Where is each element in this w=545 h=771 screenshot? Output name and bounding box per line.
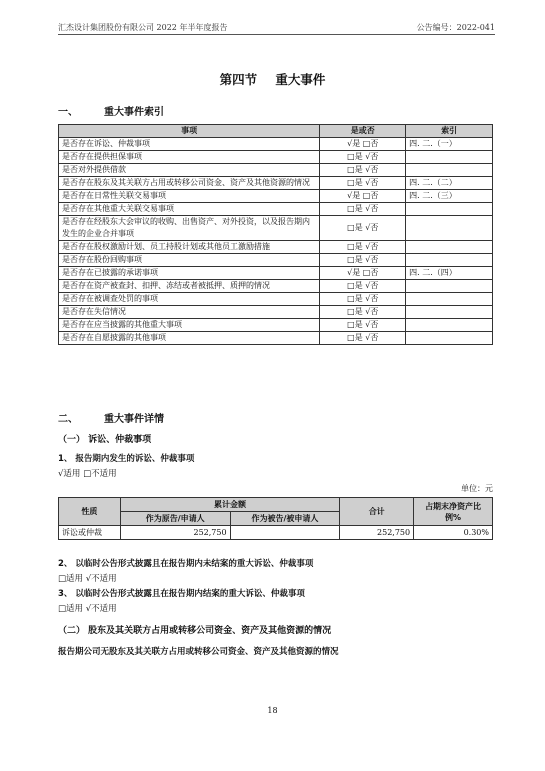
unit-label: 单位：元 bbox=[461, 484, 493, 493]
cell-item: 是否存在股权激励计划、员工持股计划或其他员工激励措施 bbox=[59, 241, 320, 254]
col-header-plaintiff: 作为原告/申请人 bbox=[120, 512, 230, 526]
cell-item: 是否存在诉讼、仲裁事项 bbox=[59, 138, 320, 151]
sub2-heading: （二） 股东及其关联方占用或转移公司资金、资产及其他资源的情况 bbox=[58, 626, 332, 636]
table-row bbox=[59, 151, 493, 164]
cell-answer: √是 □否 bbox=[320, 190, 406, 203]
part1-heading bbox=[58, 103, 164, 118]
table-header-row bbox=[59, 498, 493, 512]
cell-answer: √是 □否 bbox=[320, 267, 406, 280]
cell-item: 是否存在股东及其关联方占用或转移公司资金、资产及其他资源的情况 bbox=[59, 177, 320, 190]
cell-item: 是否存在已披露的承诺事项 bbox=[59, 267, 320, 280]
litigation-table bbox=[58, 497, 493, 540]
table-header-row bbox=[59, 125, 493, 138]
cell-answer: □是 √否 bbox=[320, 216, 406, 241]
cell-index bbox=[406, 151, 493, 164]
cell-index bbox=[406, 280, 493, 293]
announcement-number: 公告编号：2022-041 bbox=[416, 23, 495, 32]
table-row bbox=[59, 306, 493, 319]
table-row bbox=[59, 267, 493, 280]
cell-answer: √是 □否 bbox=[320, 138, 406, 151]
table-row bbox=[59, 254, 493, 267]
cell-item: 是否存在其他重大关联交易事项 bbox=[59, 203, 320, 216]
col-header-answer: 是或否 bbox=[320, 125, 406, 138]
cell-answer: □是 √否 bbox=[320, 332, 406, 345]
part2-title: 重大事件详情 bbox=[104, 414, 164, 425]
page-number: 18 bbox=[267, 706, 278, 715]
item3-applicable: □适用 √不适用 bbox=[58, 604, 117, 614]
cell-item: 是否存在失信情况 bbox=[59, 306, 320, 319]
cell-index bbox=[406, 319, 493, 332]
part2-number: 二、 bbox=[58, 414, 78, 425]
report-title: 汇杰设计集团股份有限公司 2022 年半年度报告 bbox=[58, 23, 228, 32]
cell-answer: □是 √否 bbox=[320, 280, 406, 293]
cell-answer: □是 √否 bbox=[320, 164, 406, 177]
col-header-total: 合计 bbox=[340, 498, 414, 526]
section-title: 第四节 重大事件 bbox=[219, 72, 326, 87]
page-header bbox=[58, 20, 495, 35]
table-row bbox=[59, 177, 493, 190]
cell-item: 是否存在被调查处罚的事项 bbox=[59, 293, 320, 306]
cell-answer: □是 √否 bbox=[320, 203, 406, 216]
col-header-ratio: 占期末净资产比例% bbox=[414, 498, 493, 526]
col-header-item: 事项 bbox=[59, 125, 320, 138]
table-row bbox=[59, 138, 493, 151]
table-row bbox=[59, 164, 493, 177]
cell-plaintiff: 252,750 bbox=[120, 526, 230, 540]
cell-defendant bbox=[230, 526, 340, 540]
cell-item: 是否存在自愿披露的其他事项 bbox=[59, 332, 320, 345]
table-row bbox=[59, 203, 493, 216]
cell-index bbox=[406, 293, 493, 306]
cell-index: 四. 二.（四） bbox=[406, 267, 493, 280]
cell-index bbox=[406, 254, 493, 267]
cell-nature: 诉讼或仲裁 bbox=[59, 526, 121, 540]
cell-index: 四. 二.（三） bbox=[406, 190, 493, 203]
cell-index bbox=[406, 164, 493, 177]
sub2-text: 报告期公司无股东及其关联方占用或转移公司资金、资产及其他资源的情况 bbox=[58, 647, 339, 657]
col-header-total-amount: 累计金额 bbox=[120, 498, 339, 512]
cell-item: 是否存在经股东大会审议的收购、出售资产、对外投资，以及报告期内发生的企业合并事项 bbox=[59, 216, 320, 241]
cell-index bbox=[406, 306, 493, 319]
col-header-index: 索引 bbox=[406, 125, 493, 138]
cell-answer: □是 √否 bbox=[320, 254, 406, 267]
table-row bbox=[59, 293, 493, 306]
table-row bbox=[59, 319, 493, 332]
table-row bbox=[59, 216, 493, 241]
cell-item: 是否存在股份回购事项 bbox=[59, 254, 320, 267]
cell-index bbox=[406, 216, 493, 241]
cell-answer: □是 √否 bbox=[320, 319, 406, 332]
event-index-table bbox=[58, 124, 493, 345]
sub1-heading: （一） 诉讼、仲裁事项 bbox=[58, 435, 152, 445]
item1-title: 1、 报告期内发生的诉讼、仲裁事项 bbox=[58, 454, 195, 464]
cell-ratio: 0.30% bbox=[414, 526, 493, 540]
cell-index bbox=[406, 332, 493, 345]
table-row bbox=[59, 526, 493, 540]
cell-answer: □是 √否 bbox=[320, 293, 406, 306]
cell-item: 是否存在提供担保事项 bbox=[59, 151, 320, 164]
table-row bbox=[59, 280, 493, 293]
part2-heading bbox=[58, 410, 164, 425]
cell-total: 252,750 bbox=[340, 526, 414, 540]
item3-title: 3、 以临时公告形式披露且在报告期内结案的重大诉讼、仲裁事项 bbox=[58, 589, 305, 599]
col-header-defendant: 作为被告/被申请人 bbox=[230, 512, 340, 526]
cell-item: 是否存在日常性关联交易事项 bbox=[59, 190, 320, 203]
cell-answer: □是 √否 bbox=[320, 177, 406, 190]
item2-applicable: □适用 √不适用 bbox=[58, 574, 117, 584]
item1-applicable: √适用 □不适用 bbox=[58, 469, 117, 479]
cell-index: 四. 二.（二） bbox=[406, 177, 493, 190]
part1-title: 重大事件索引 bbox=[104, 107, 164, 118]
cell-item: 是否存在应当披露的其他重大事项 bbox=[59, 319, 320, 332]
part1-number: 一、 bbox=[58, 107, 78, 118]
cell-item: 是否存在资产被查封、扣押、冻结或者被抵押、质押的情况 bbox=[59, 280, 320, 293]
cell-answer: □是 √否 bbox=[320, 306, 406, 319]
cell-index: 四. 二.（一） bbox=[406, 138, 493, 151]
cell-answer: □是 √否 bbox=[320, 151, 406, 164]
col-header-nature: 性质 bbox=[59, 498, 121, 526]
table-row bbox=[59, 332, 493, 345]
cell-index bbox=[406, 203, 493, 216]
cell-item: 是否对外提供借款 bbox=[59, 164, 320, 177]
cell-index bbox=[406, 241, 493, 254]
cell-answer: □是 √否 bbox=[320, 241, 406, 254]
table-row bbox=[59, 241, 493, 254]
item2-title: 2、 以临时公告形式披露且在报告期内未结案的重大诉讼、仲裁事项 bbox=[58, 559, 314, 569]
table-row bbox=[59, 190, 493, 203]
